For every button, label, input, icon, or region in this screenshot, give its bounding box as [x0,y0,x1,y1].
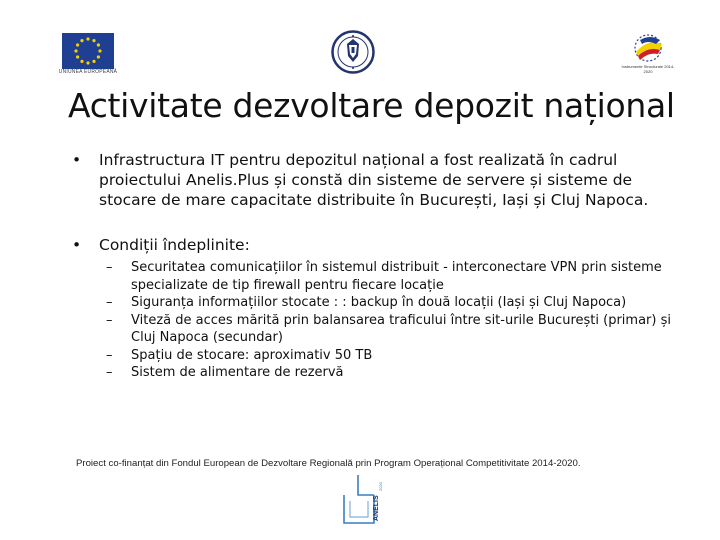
bullet-text: Infrastructura IT pentru depozitul național a fost realizată în cadrul proiectului Anelis.Plus și constă din sisteme de servere și sisteme de stocare de mare capacitate distribuite în București, Iași și Cluj Napoca. [99,151,649,209]
program-caption: Instrumente Structurale 2014-2020 [621,64,675,74]
list-item [106,312,696,347]
bullet-text: Condiții îndeplinite: [99,236,250,254]
dash-marker: – [106,260,113,275]
bullet-conditions [72,235,672,255]
anelis-plus-logo-icon [338,473,384,525]
list-item-text: Siguranța informațiilor stocate : : backup în două locații (Iași și Cluj Napoca) [131,295,627,310]
list-item [106,259,696,294]
bullet-infrastructure [72,150,672,210]
bullet-marker: • [72,236,82,254]
list-item [106,347,696,365]
list-item-text: Securitatea comunicațiilor în sistemul distribuit - interconectare VPN prin sisteme specializate de tip firewall pentru fiecare locație [131,260,662,293]
list-item [106,364,696,382]
eu-caption: UNIUNEA EUROPEANĂ [58,69,118,75]
dash-marker: – [106,295,113,310]
anelis-logo-text: ANELIS [373,495,380,521]
romanian-government-seal-icon [331,30,375,74]
dash-marker: – [106,347,113,363]
list-item-text: Spațiu de stocare: aproximativ 50 TB [131,347,373,363]
eu-flag-icon [62,33,114,69]
funding-note: Proiect co-finanțat din Fondul European de Dezvoltare Regională prin Program Operațional Competitivitate 2014-2020. [76,458,581,469]
list-item [106,294,696,312]
anelis-logo-year: 2020 [378,482,383,491]
list-item-text: Viteză de acces mărită prin balansarea traficului între sit-urile București (primar) și Cluj Napoca (secundar) [131,312,671,345]
dash-marker: – [106,312,113,328]
slide-title: Activitate dezvoltare depozit național [68,86,675,125]
conditions-list [106,259,696,382]
bullet-marker: • [72,151,82,169]
structural-instruments-logo-icon [626,32,670,64]
list-item-text: Sistem de alimentare de rezervă [131,365,344,380]
dash-marker: – [106,365,113,380]
